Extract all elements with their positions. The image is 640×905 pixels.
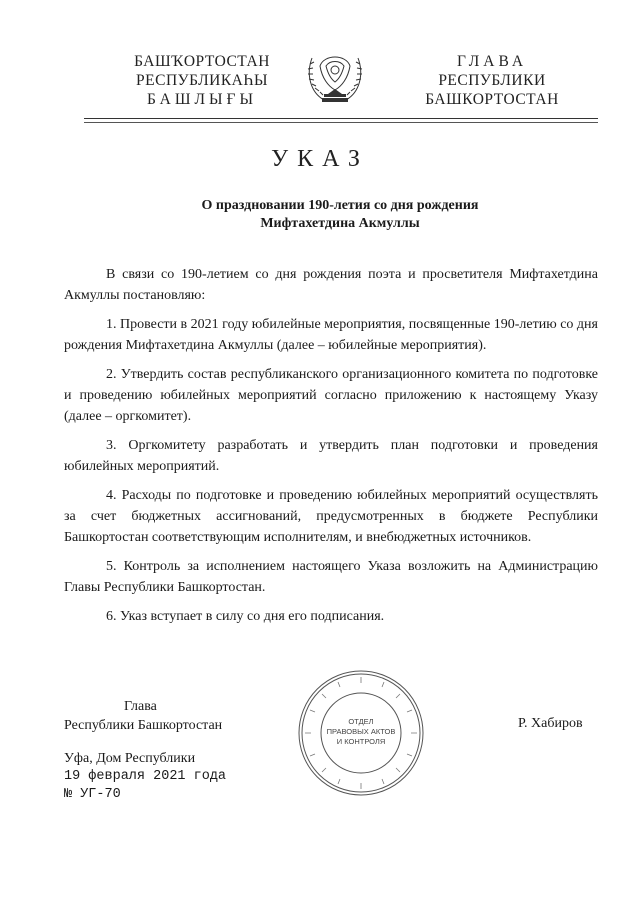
issue-place: Уфа, Дом Республики <box>64 751 196 766</box>
document-title: УКАЗ <box>271 146 369 172</box>
paragraph-item-6: 6. Указ вступает в силу со дня его подписания. <box>106 609 385 624</box>
seal-center-line2: ПРАВОВЫХ АКТОВ <box>326 727 396 736</box>
signatory-title <box>64 697 254 735</box>
paragraph-item-5: 5. Контроль за исполнением настоящего Указа возложить на Администрацию Главы Республики Башкортостан. <box>64 559 598 595</box>
signatory-title-line1: Глава <box>124 699 157 714</box>
decree-body <box>64 264 598 627</box>
header-right-line1: ГЛАВА <box>456 53 528 70</box>
header-left-line2: РЕСПУБЛИКАҺЫ <box>136 72 268 89</box>
header-russian <box>412 52 572 109</box>
seal-center-line1: ОТДЕЛ <box>348 717 374 726</box>
paragraph-item-2: 2. Утвердить состав республиканского организационного комитета по подготовке и проведению юбилейных мероприятий согласно приложению к настоящему Указу (далее – оргкомитет). <box>64 367 598 424</box>
issue-details <box>64 750 226 804</box>
seal-center-line3: И КОНТРОЛЯ <box>336 737 386 746</box>
decree-subject <box>150 197 530 233</box>
header-divider-thick <box>84 118 598 119</box>
header-bashkir <box>112 52 292 109</box>
header-left-line3: БАШЛЫҒЫ <box>146 91 258 108</box>
subject-line1: О праздновании 190-летия со дня рождения <box>201 198 479 213</box>
header-divider-thin <box>84 122 598 123</box>
header-right-line3: БАШКОРТОСТАН <box>425 91 559 108</box>
paragraph-preamble: В связи со 190-летием со дня рождения поэта и просветителя Мифтахетдина Акмуллы постановляю: <box>64 267 598 303</box>
paragraph-item-1: 1. Провести в 2021 году юбилейные мероприятия, посвященные 190-летию со дня рождения Мифтахетдина Акмуллы (далее – юбилейные мероприятия). <box>64 317 598 353</box>
paragraph-item-4: 4. Расходы по подготовке и проведению юбилейных мероприятий осуществлять за счет бюджетных ассигнований, предусмотренных в бюджете Республики Башкортостан соответствующим исполнителям, и внебюджетных источников. <box>64 488 598 545</box>
paragraph-item-3: 3. Оргкомитету разработать и утвердить план подготовки и проведения юбилейных мероприятий. <box>64 438 598 474</box>
header-left-line1: БАШҠОРТОСТАН <box>134 53 270 70</box>
signatory-title-line2: Республики Башкортостан <box>64 718 223 733</box>
header-right-line2: РЕСПУБЛИКИ <box>438 72 546 89</box>
issue-number: № УГ-70 <box>64 787 121 802</box>
official-seal-stamp <box>296 668 426 798</box>
issue-date: 19 февраля 2021 года <box>64 769 227 784</box>
signatory-name: Р. Хабиров <box>518 716 583 731</box>
subject-line2: Мифтахетдина Акмуллы <box>260 216 420 231</box>
coat-of-arms-emblem <box>302 44 368 110</box>
